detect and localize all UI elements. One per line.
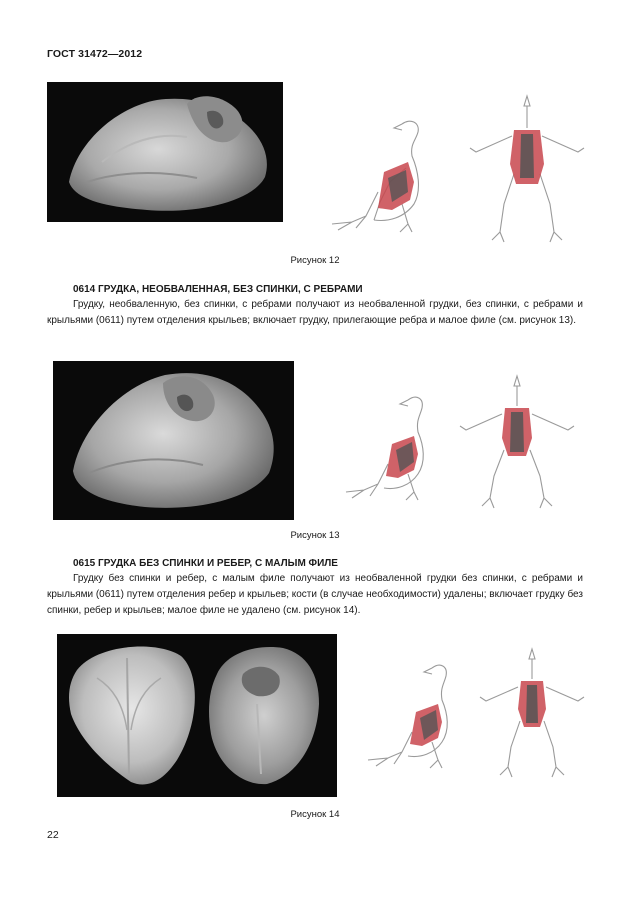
section-0614-text: Грудку, необваленную, без спинки, с ребрами получают из необваленной грудки, без спинки, с ребрами и крыльями (0611) путем отделения крыльев; включает грудку, прилегающие ребра и малое филе (см. рисунок 13). xyxy=(47,299,583,326)
section-0615-text: Грудку без спинки и ребер, с малым филе получают из необваленной грудки без спинки, с ребрами и крыльями (0611) путем отделения ребер и крыльев; кости (в случае необходимости) удалены; включает грудку без спинки, ребер и крыльев; малое филе не удалено (см. рисунок 14). xyxy=(47,573,583,616)
figure-12-skeleton-front xyxy=(468,92,586,247)
figure-13-skeleton-side xyxy=(338,392,443,507)
figure-14-skeleton-front xyxy=(478,645,586,780)
figure-14-photo xyxy=(57,634,337,797)
document-header: ГОСТ 31472—2012 xyxy=(47,48,143,60)
figure-13-caption: Рисунок 13 xyxy=(290,530,340,541)
figure-14-caption: Рисунок 14 xyxy=(290,809,340,820)
figure-12-photo xyxy=(47,82,283,222)
section-0614-title: 0614 ГРУДКА, НЕОБВАЛЕННАЯ, БЕЗ СПИНКИ, С РЕБРАМИ xyxy=(73,284,363,295)
section-0615-title: 0615 ГРУДКА БЕЗ СПИНКИ И РЕБЕР, С МАЛЫМ ФИЛЕ xyxy=(73,558,338,569)
figure-13-photo xyxy=(53,361,294,520)
page-number: 22 xyxy=(47,829,59,841)
figure-14-skeleton-side xyxy=(358,660,468,775)
figure-12-skeleton-side xyxy=(318,112,443,242)
figure-12-caption: Рисунок 12 xyxy=(290,255,340,266)
figure-13-skeleton-front xyxy=(458,372,576,512)
